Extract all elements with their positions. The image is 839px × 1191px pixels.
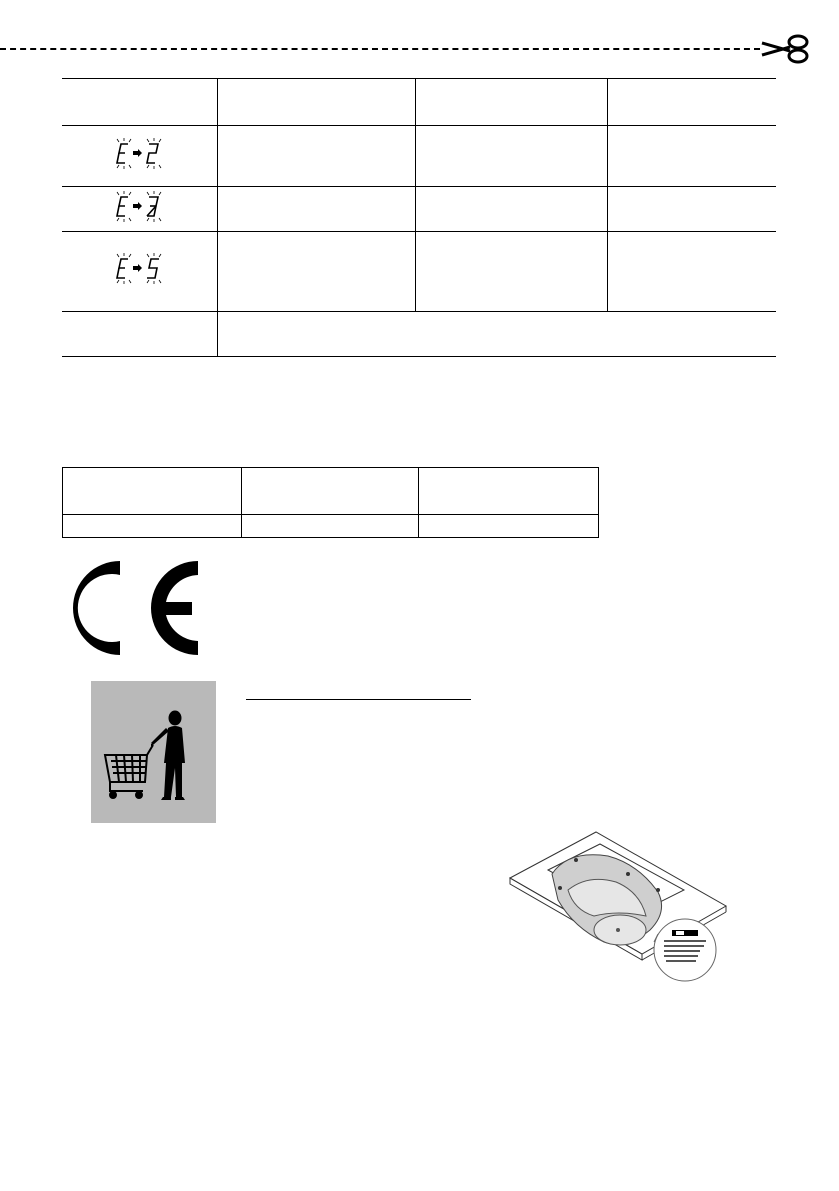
cooker-hood-rating-plate-image (508, 830, 730, 982)
shopping-cart-person-icon (91, 681, 216, 823)
table-header-row (62, 79, 776, 126)
blinking-e3-display-icon (113, 190, 165, 224)
table-row (62, 126, 776, 187)
table-row (62, 187, 776, 232)
cut-line (0, 48, 760, 50)
blinking-e5-display-icon (113, 252, 165, 286)
scissors-icon (760, 34, 812, 64)
data-table (62, 467, 599, 538)
blinking-e2-display-icon (113, 137, 165, 171)
section-heading-underline (246, 699, 471, 700)
table-row (63, 515, 599, 538)
error-code-table (62, 78, 776, 357)
table-row (62, 312, 776, 357)
table-header-row (63, 468, 599, 515)
table-row (62, 232, 776, 312)
ce-mark-icon (62, 557, 202, 659)
